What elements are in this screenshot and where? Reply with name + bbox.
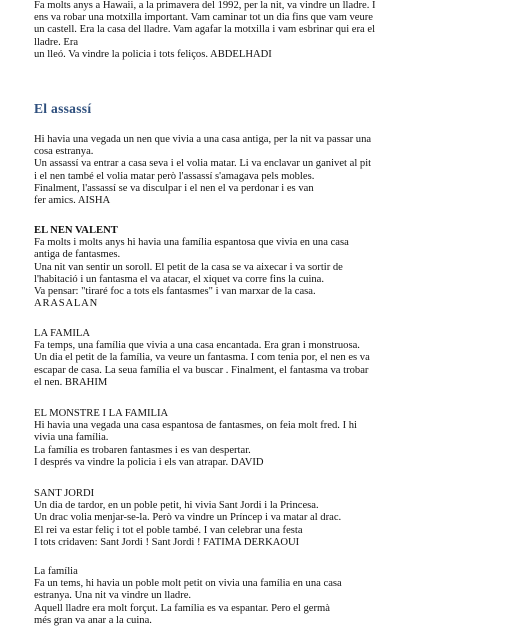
text-line: I després va vindre la policia i els van atrapar. DAVID: [34, 456, 264, 468]
text-line: Finalment, l'assassí se va disculpar i el nen el va perdonar i es van: [34, 182, 314, 194]
text-line: un lleó. Va vindre la policia i tots feliços. ABDELHADI: [34, 48, 272, 60]
text-line: antiga de fantasmes.: [34, 249, 121, 261]
text-line: el nen. BRAHIM: [34, 376, 108, 388]
text-line: més gran va anar a la cuina.: [34, 614, 152, 626]
text-line: Fa molts i molts anys hi havia una família espantosa que vivia en una casa: [34, 237, 349, 249]
story-title: EL NEN VALENT: [34, 225, 118, 236]
intro-story: [34, 0, 474, 61]
story-title: El assassí: [34, 101, 92, 116]
text-line: El rei va estar feliç i tot el poble també. I van celebrar una festa: [34, 524, 303, 536]
text-line: Fa temps, una família que vivia a una casa encantada. Era gran i monstruosa.: [34, 340, 360, 352]
text-line: Un drac volia menjar-se-la. Però va vindre un Príncep i va matar al drac.: [34, 512, 342, 524]
text-line: Hi havia una vegada un nen que vivia a una casa antiga, per la nit va passar una: [34, 134, 372, 145]
assassi-story: [34, 134, 474, 207]
text-line: cosa estranya.: [34, 146, 94, 158]
text-line: fer amics. AISHA: [34, 195, 111, 207]
nen-valent-story: [34, 225, 474, 310]
text-line: lladre. Era: [34, 36, 79, 48]
monstre-story: [34, 408, 474, 469]
text-line: vivia una família.: [34, 432, 109, 444]
text-line: Un assassí va entrar a casa seva i el volia matar. Li va enclavar un ganivet al pit: [34, 158, 372, 170]
text-line: I tots cridaven: Sant Jordi ! Sant Jordi ! FATIMA DERKAOUI: [34, 536, 300, 548]
famila-story: [34, 328, 474, 389]
story-title: LA FAMILA: [34, 328, 91, 339]
text-line: Fa molts anys a Hawaii, a la primavera del 1992, per la nit, va vindre un lladre. I: [34, 0, 376, 11]
text-line: Hi havia una vegada una casa espantosa de fantasmes, on feia molt fred. I hi: [34, 420, 357, 432]
sant-jordi-story: [34, 488, 474, 549]
text-line: un castell. Era la casa del lladre. Vam agafar la motxilla i vam esbrinar qui era el: [34, 24, 376, 36]
story-title: EL MONSTRE I LA FAMILIA: [34, 408, 169, 419]
text-line: Fa un tems, hi havia un poble molt petit on vivia una família en una casa: [34, 578, 342, 590]
text-line: l'habitació i un fantasma el va atacar, el xiquet va corre fins la cuina.: [34, 273, 325, 285]
familia2-story: [34, 566, 474, 627]
text-line: Un dia de tardor, en un poble petit, hi vivia Sant Jordi i la Princesa.: [34, 500, 319, 512]
text-line: Va pensar: "tiraré foc a tots els fantasmes" i van marxar de la casa.: [34, 286, 316, 298]
text-line: escapar de casa. La seua família el va buscar . Finalment, el fantasma va trobar: [34, 364, 369, 376]
story-title: La família: [34, 566, 78, 577]
story-title: SANT JORDI: [34, 488, 95, 499]
text-line: ARASALAN: [34, 298, 99, 310]
text-line: Aquell lladre era molt forçut. La família es va espantar. Pero el germà: [34, 602, 330, 614]
text-line: i el nen també el volia matar però l'assassí s'amagava pels mobles.: [34, 170, 315, 182]
text-line: La família es trobaren fantasmes i es van despertar.: [34, 444, 251, 456]
text-line: Un dia el petit de la família, va veure un fantasma. I com tenia por, el nen es va: [34, 352, 370, 364]
text-line: estranya. Una nit va vindre un lladre.: [34, 590, 192, 602]
text-line: Una nit van sentir un soroll. El petit de la casa se va aixecar i va sortir de: [34, 261, 343, 273]
text-line: ens va robar una motxilla important. Vam caminar tot un dia fins que vam veure: [34, 12, 374, 24]
